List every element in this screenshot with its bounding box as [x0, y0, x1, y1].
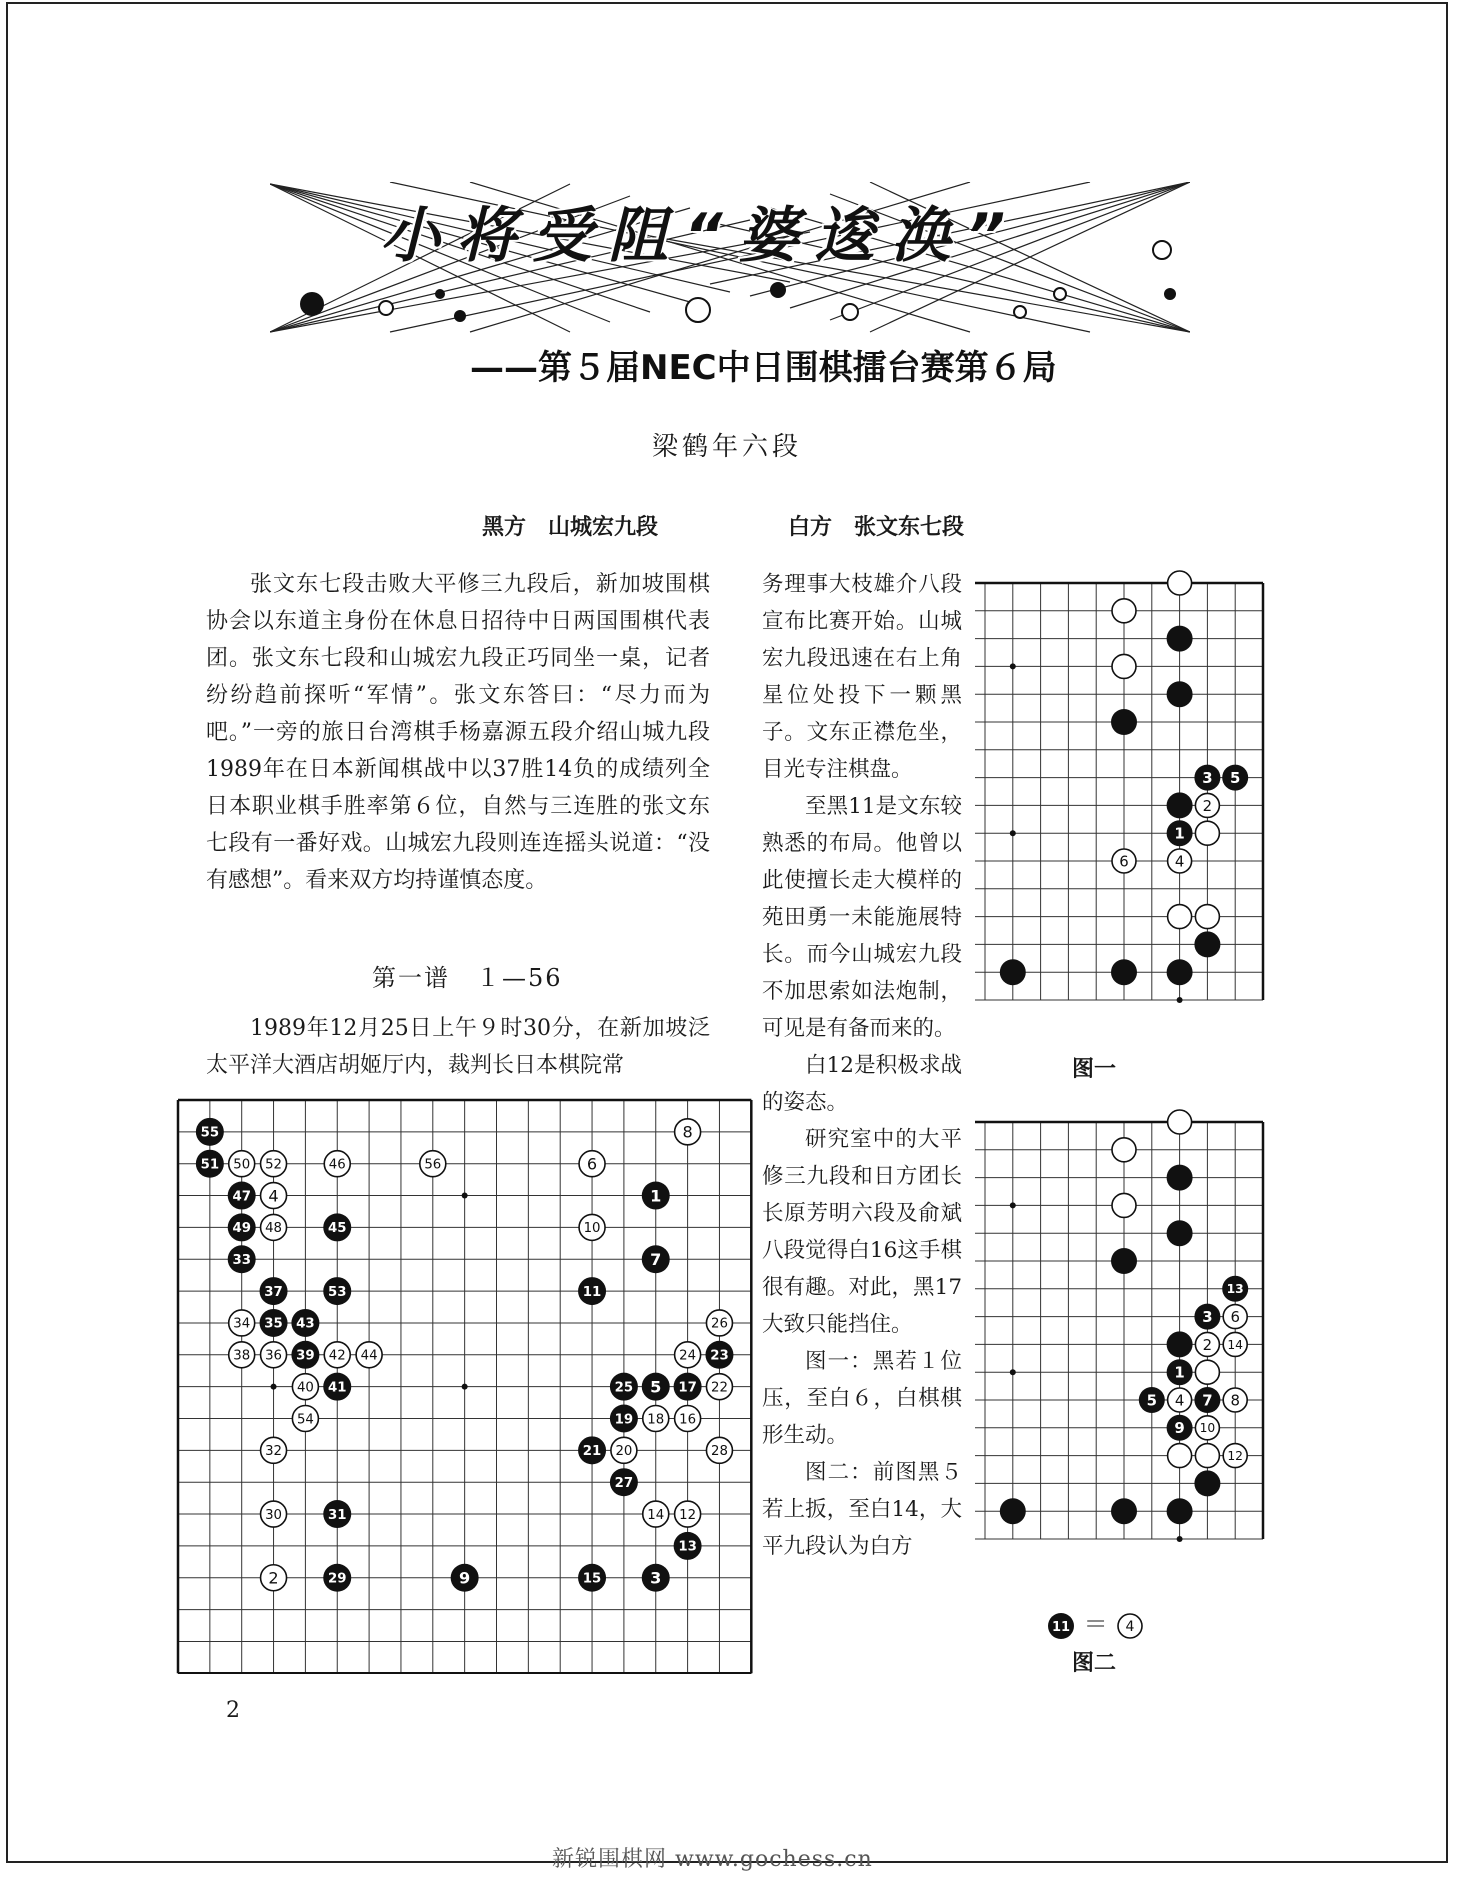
stone-number: 3: [650, 1568, 662, 1588]
stone-number: 46: [328, 1157, 346, 1173]
stone-number: 4: [268, 1186, 279, 1206]
black-stone: [610, 1373, 638, 1401]
stone-number: 38: [233, 1348, 251, 1364]
stone-number: 16: [679, 1412, 697, 1428]
stone-number: 26: [710, 1316, 728, 1332]
black-stone: [674, 1373, 702, 1401]
stone-number: 9: [1174, 1419, 1185, 1438]
star-point: [271, 1384, 277, 1390]
section-title: 第一谱 １—56: [372, 964, 563, 992]
black-stone: [1194, 1387, 1220, 1413]
stone-number: 56: [424, 1157, 442, 1173]
black-stone: [1000, 1498, 1026, 1524]
white-stone: [1112, 599, 1136, 623]
black-player: 黑方 山城宏九段: [482, 515, 659, 540]
black-stone: [1167, 959, 1193, 985]
white-stone: [1195, 1332, 1219, 1356]
white-stone: [1223, 1388, 1247, 1412]
stone-number: 1: [650, 1186, 662, 1206]
stone-number: 41: [327, 1380, 347, 1396]
stone-number: 13: [678, 1539, 697, 1555]
stone-number: 7: [1202, 1391, 1213, 1410]
black-stone: [196, 1150, 224, 1178]
stone-number: 42: [328, 1348, 346, 1364]
black-stone: [323, 1373, 351, 1401]
stone-number: 9: [459, 1568, 471, 1588]
white-stone: [675, 1406, 701, 1432]
author-byline: 梁鹤年六段: [652, 432, 803, 462]
white-stone: [1168, 849, 1192, 873]
stone-number: 50: [233, 1157, 251, 1173]
stone-number: 37: [264, 1284, 283, 1300]
stone-number: 2: [1202, 1335, 1213, 1354]
black-stone: [1167, 820, 1193, 846]
stone-number: 21: [582, 1444, 602, 1460]
white-stone: [1195, 821, 1219, 845]
black-stone: [451, 1564, 479, 1592]
white-stone: [579, 1214, 605, 1240]
figure1-board: [975, 553, 1270, 1053]
stone-number: 17: [678, 1380, 697, 1396]
stone-number: 51: [200, 1157, 220, 1173]
black-stone: [1194, 1304, 1220, 1330]
black-stone: [228, 1245, 256, 1273]
white-stone: [292, 1406, 318, 1432]
intro-paragraph: [206, 566, 710, 899]
stone-number: 48: [265, 1221, 283, 1237]
stone-number: 10: [583, 1221, 601, 1237]
black-stone: [291, 1341, 319, 1369]
stone-number: 30: [265, 1507, 283, 1523]
figure2-caption: 图二: [1072, 1651, 1117, 1676]
white-stone: [1168, 1444, 1192, 1468]
stone-number: 49: [232, 1221, 251, 1237]
black-stone: [323, 1500, 351, 1528]
white-stone: [1168, 1110, 1192, 1134]
black-stone: [610, 1468, 638, 1496]
stone-number: 52: [265, 1157, 283, 1173]
black-stone: [1167, 626, 1193, 652]
intro-text: 张文东七段击败大平修三九段后，新加坡围棋协会以东道主身份在休息日招待中日两国围棋代表团。张文东七段和山城宏九段正巧同坐一桌，记者纷纷趋前探听“军情”。张文东答曰：“尽力而为吧。”一旁的旅日台湾棋手杨嘉源五段介绍山城九段1989年在日本新闻棋战中以37胜14负的成绩列全日本职业棋手胜率第６位，自然与三连胜的张文东七段有一番好戏。山城宏九段则连连摇头说道：“没有感想”。看来双方均持谨慎态度。: [206, 572, 710, 893]
right-para-2: 至黑11是文东较熟悉的布局。他曾以此使擅长走大模样的苑田勇一未能施展特长。而今山城宏九段不加思索如法炮制，可见是有备而来的。: [762, 794, 962, 1041]
white-stone: [261, 1565, 287, 1591]
black-stone: [642, 1245, 670, 1273]
board-grid: [975, 1122, 1263, 1542]
white-stone: [1195, 793, 1219, 817]
white-stone: [675, 1342, 701, 1368]
white-stone: [1223, 1444, 1247, 1468]
white-stone: [706, 1310, 732, 1336]
stone-number: 2: [1202, 796, 1213, 815]
white-stone: [356, 1342, 382, 1368]
right-para-6: 图二：前图黑５若上扳，至白14，大平九段认为白方: [762, 1460, 962, 1559]
white-stone: [420, 1151, 446, 1177]
stone-number: 39: [296, 1348, 315, 1364]
star-point: [1177, 997, 1183, 1003]
white-stone: [579, 1151, 605, 1177]
main-board: [176, 1098, 754, 1674]
stone-number: 47: [232, 1189, 251, 1205]
black-stone: [1111, 959, 1137, 985]
black-stone: [578, 1436, 606, 1464]
stone-number: 43: [296, 1316, 315, 1332]
black-stone: [1222, 765, 1248, 791]
white-stone: [1195, 1444, 1219, 1468]
section-paragraph: [206, 1010, 710, 1084]
stone-number: 34: [233, 1316, 251, 1332]
stone-number: 5: [1230, 768, 1241, 787]
white-stone: [229, 1151, 255, 1177]
stone-number: 29: [327, 1571, 347, 1587]
stone-number: 2: [268, 1568, 279, 1588]
stone-number: 53: [327, 1284, 347, 1300]
black-stone: [578, 1564, 606, 1592]
black-stone: [1167, 1498, 1193, 1524]
white-stone: [1223, 1332, 1247, 1356]
white-stone: [261, 1151, 287, 1177]
black-stone: [642, 1182, 670, 1210]
stone-number: 1: [1174, 1363, 1185, 1382]
stone-number: 45: [327, 1221, 347, 1237]
stone-number: 22: [710, 1380, 728, 1396]
white-stone: [1223, 1305, 1247, 1329]
white-stone: [261, 1183, 287, 1209]
article-title: 小将受阻“婆逡涣”: [380, 201, 1022, 271]
white-stone: [706, 1374, 732, 1400]
white-stone: [1168, 1388, 1192, 1412]
star-point: [1010, 1369, 1016, 1375]
article-subtitle: ——第５届NEC中日围棋擂台赛第６局: [470, 348, 1057, 388]
star-point: [462, 1193, 468, 1199]
white-stone: [1112, 1138, 1136, 1162]
star-point: [1010, 663, 1016, 669]
black-stone: [674, 1532, 702, 1560]
stone-number: 6: [1230, 1307, 1240, 1326]
stone-number: 55: [200, 1125, 220, 1141]
stone-number: 19: [614, 1412, 634, 1428]
stone-number: 6: [586, 1154, 598, 1174]
stone-number: 11: [582, 1284, 602, 1300]
black-stone: [323, 1213, 351, 1241]
stone-number: 24: [679, 1348, 697, 1364]
black-stone: [1111, 709, 1137, 735]
white-stone: [261, 1501, 287, 1527]
white-stone: [292, 1374, 318, 1400]
black-stone: [260, 1277, 288, 1305]
stone-number: 3: [1202, 1307, 1213, 1326]
note-equals: ＝: [1083, 1610, 1108, 1638]
right-para-3: 白12是积极求战的姿态。: [762, 1053, 962, 1115]
white-stone: [643, 1501, 669, 1527]
note-black-stone: [1046, 1611, 1076, 1641]
white-stone: [324, 1342, 350, 1368]
stone-number: 8: [1230, 1391, 1240, 1410]
stone-number: 54: [296, 1412, 314, 1428]
svg-text:4: 4: [1125, 1618, 1135, 1635]
star-point: [1010, 1202, 1016, 1208]
stone-number: 40: [296, 1380, 314, 1396]
stone-number: 44: [360, 1348, 378, 1364]
stone-number: 4: [1174, 852, 1185, 871]
white-stone: [1195, 1360, 1219, 1384]
black-stone: [1194, 931, 1220, 957]
black-stone: [228, 1213, 256, 1241]
black-stone: [323, 1277, 351, 1305]
white-stone: [675, 1501, 701, 1527]
black-stone: [1222, 1276, 1248, 1302]
black-stone: [196, 1118, 224, 1146]
right-para-4: 研究室中的大平修三九段和日方团长长原芳明六段及俞斌八段觉得白16这手棋很有趣。对此，黑17大致只能挡住。: [762, 1127, 962, 1337]
stone-number: 31: [327, 1507, 347, 1523]
stone-number: 12: [1227, 1449, 1244, 1464]
stone-number: 12: [679, 1507, 697, 1523]
white-stone: [1112, 849, 1136, 873]
stone-number: 7: [650, 1250, 662, 1270]
white-stone: [1168, 905, 1192, 929]
black-stone: [705, 1341, 733, 1369]
stone-number: 23: [710, 1348, 729, 1364]
black-stone: [642, 1564, 670, 1592]
white-stone: [1168, 571, 1192, 595]
black-stone: [1194, 1470, 1220, 1496]
black-stone: [578, 1277, 606, 1305]
black-stone: [1167, 1415, 1193, 1441]
figure2-note: [1046, 1604, 1145, 1641]
black-stone: [1167, 681, 1193, 707]
note-white-stone: [1115, 1611, 1145, 1641]
white-stone: [229, 1342, 255, 1368]
stone-number: 33: [232, 1253, 251, 1269]
figure1-caption: 图一: [1072, 1057, 1117, 1082]
black-stone: [1167, 1165, 1193, 1191]
stone-number: 6: [1119, 852, 1129, 871]
white-stone: [261, 1437, 287, 1463]
black-stone: [323, 1564, 351, 1592]
right-column: [762, 566, 962, 1565]
stone-number: 18: [647, 1412, 665, 1428]
stone-number: 28: [710, 1444, 728, 1460]
white-stone: [261, 1342, 287, 1368]
white-stone: [1112, 654, 1136, 678]
board-grid: [975, 583, 1263, 1003]
stone-number: 5: [650, 1377, 662, 1397]
section-text: 1989年12月25日上午９时30分，在新加坡泛太平洋大酒店胡姬厅内，裁判长日本棋院常: [206, 1016, 710, 1078]
white-stone: [1195, 905, 1219, 929]
white-stone: [611, 1437, 637, 1463]
white-stone: [706, 1437, 732, 1463]
stone-number: 3: [1202, 768, 1213, 787]
black-stone: [1194, 765, 1220, 791]
stone-number: 8: [682, 1122, 693, 1142]
right-para-1: 务理事大枝雄介八段宣布比赛开始。山城宏九段迅速在右上角星位处投下一颗黑子。文东正襟危坐，目光专注棋盘。: [762, 572, 962, 782]
page-number: 2: [226, 1698, 240, 1723]
stone-number: 36: [265, 1348, 283, 1364]
white-player: 白方 张文东七段: [788, 515, 965, 540]
white-stone: [675, 1119, 701, 1145]
white-stone: [1112, 1193, 1136, 1217]
white-stone: [643, 1406, 669, 1432]
black-stone: [1167, 1359, 1193, 1385]
stone-number: 14: [1227, 1337, 1244, 1352]
stone-number: 10: [1199, 1421, 1216, 1436]
black-stone: [1167, 1220, 1193, 1246]
black-stone: [228, 1182, 256, 1210]
black-stone: [291, 1309, 319, 1337]
white-stone: [229, 1310, 255, 1336]
footer-watermark: 新锐围棋网 www.gochess.cn: [552, 1847, 873, 1872]
black-stone: [610, 1405, 638, 1433]
black-stone: [1167, 792, 1193, 818]
white-stone: [261, 1214, 287, 1240]
figure2-board: [975, 1092, 1270, 1592]
star-point: [462, 1384, 468, 1390]
stone-number: 13: [1226, 1282, 1244, 1297]
black-stone: [1000, 959, 1026, 985]
stone-number: 4: [1174, 1391, 1185, 1410]
black-stone: [1111, 1248, 1137, 1274]
black-stone: [642, 1373, 670, 1401]
stone-number: 25: [614, 1380, 634, 1396]
black-stone: [1139, 1387, 1165, 1413]
stone-number: 5: [1146, 1391, 1157, 1410]
stone-number: 1: [1174, 824, 1185, 843]
black-stone: [1111, 1498, 1137, 1524]
svg-text:11: 11: [1051, 1619, 1071, 1635]
right-para-5: 图一：黑若１位压，至白６，白棋棋形生动。: [762, 1349, 962, 1448]
stone-number: 14: [647, 1507, 665, 1523]
stone-number: 35: [264, 1316, 283, 1332]
stone-number: 20: [615, 1444, 633, 1460]
stone-number: 32: [265, 1444, 283, 1460]
star-point: [1177, 1536, 1183, 1542]
black-stone: [1167, 1331, 1193, 1357]
white-stone: [324, 1151, 350, 1177]
stone-number: 27: [614, 1475, 634, 1491]
star-point: [1010, 830, 1016, 836]
stone-number: 15: [582, 1571, 602, 1587]
white-stone: [1195, 1416, 1219, 1440]
black-stone: [260, 1309, 288, 1337]
